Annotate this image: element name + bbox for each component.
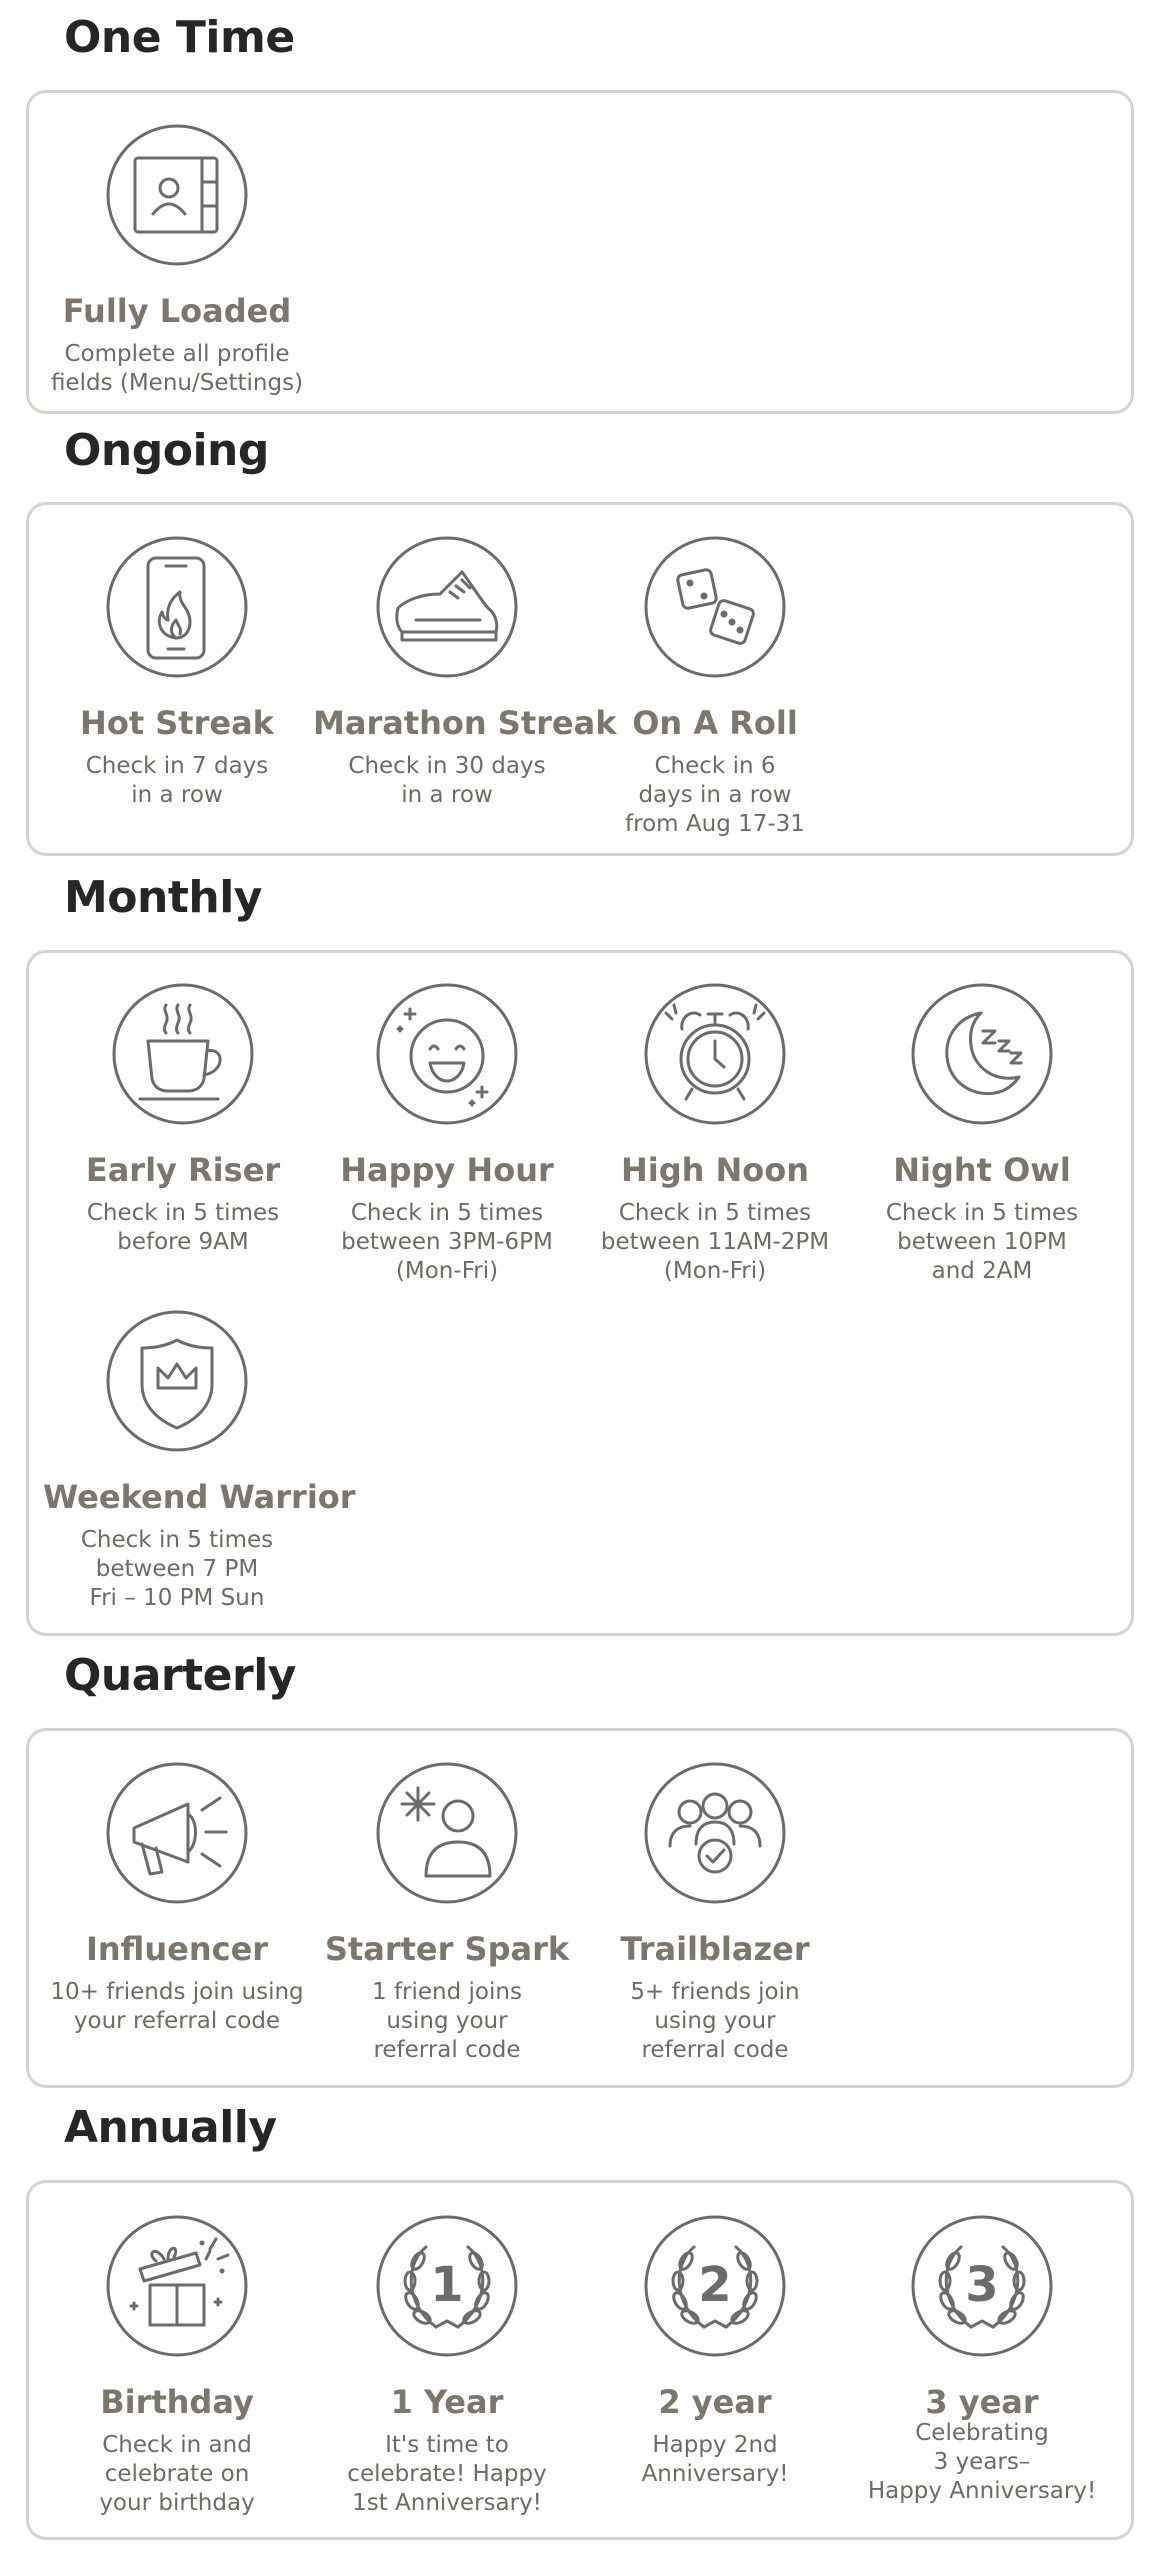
badge-description: 10+ friends join using your referral code [50,1979,304,2034]
section-title-annually: Annually [64,2102,277,2153]
laurel-1-icon [376,2215,518,2357]
badge-high-noon[interactable] [581,983,849,1286]
badge-name: Happy Hour [340,1151,554,1189]
section-title-ongoing: Ongoing [64,425,269,476]
badge-description: Check in 5 times between 3PM-6PM (Mon-Fri) [341,1200,553,1284]
badge-name: 1 Year [390,2383,504,2421]
badge-description: Check in 5 times between 7 PM Fri – 10 PM Sun [80,1527,274,1611]
badge-name: Fully Loaded [62,292,292,330]
badge-name: 2 year [658,2383,772,2421]
badge-happy-hour[interactable] [313,983,581,1286]
badge-name: 3 year [925,2383,1039,2421]
badge-description: Check in 30 days in a row [348,753,546,808]
section-title-one-time: One Time [64,12,295,63]
badge-name: On A Roll [632,704,798,742]
badge-early-riser[interactable] [49,983,317,1257]
badge-name: High Noon [620,1151,810,1189]
moon-icon [911,983,1053,1125]
alarm-clock-icon [644,983,786,1125]
badge-description: Check in 7 days in a row [85,753,269,808]
badge-night-owl[interactable] [848,983,1116,1286]
badge-description: Check in 5 times between 11AM-2PM (Mon-Fri) [600,1200,830,1284]
badge-description: Celebrating 3 years– Happy Anniversary! [867,2420,1097,2504]
group-check-icon [644,1762,786,1904]
badge-name: Trailblazer [620,1930,810,1968]
laurel-2-icon [644,2215,786,2357]
gift-icon [106,2215,248,2357]
anniversary-number: 2 [698,2257,732,2313]
laurel-3-icon [911,2215,1053,2357]
megaphone-icon [106,1762,248,1904]
badge-influencer[interactable] [43,1762,311,2036]
crown-shield-icon [106,1310,248,1452]
badge-on-a-roll[interactable] [581,536,849,839]
phone-flame-icon [106,536,248,678]
badge-name: Early Riser [85,1151,281,1189]
badge-hot-streak[interactable] [43,536,311,810]
badge-description: Check in 5 times before 9AM [86,1200,280,1255]
badge-name: Weekend Warrior [43,1478,356,1516]
badge-description: Check in and celebrate on your birthday [99,2432,255,2516]
coffee-cup-icon [112,983,254,1125]
badge-fully-loaded[interactable] [43,124,311,398]
profile-book-icon [106,124,248,266]
badge-name: Starter Spark [324,1930,570,1968]
badge-birthday[interactable] [43,2215,311,2518]
section-title-monthly: Monthly [64,872,262,923]
badge-1-year[interactable] [313,2215,581,2518]
badge-name: Night Owl [893,1151,1071,1189]
badge-3-year[interactable] [848,2215,1116,2506]
person-spark-icon [376,1762,518,1904]
anniversary-number: 1 [430,2257,464,2313]
badge-description: 1 friend joins using your referral code [372,1979,522,2063]
badge-description: Complete all profile fields (Menu/Settings) [50,341,304,396]
badge-name: Influencer [85,1930,269,1968]
badge-description: It's time to celebrate! Happy 1st Anniversary! [347,2432,547,2516]
badge-2-year[interactable] [581,2215,849,2489]
badge-name: Marathon Streak [313,704,617,742]
sneaker-icon [376,536,518,678]
dice-icon [644,536,786,678]
smiley-icon [376,983,518,1125]
badge-trailblazer[interactable] [581,1762,849,2065]
badge-description: Check in 5 times between 10PM and 2AM [885,1200,1079,1284]
badge-name: Hot Streak [80,704,274,742]
anniversary-number: 3 [965,2257,999,2313]
badge-description: 5+ friends join using your referral code [630,1979,800,2063]
badge-weekend-warrior[interactable] [43,1310,356,1613]
badge-description: Happy 2nd Anniversary! [641,2432,789,2487]
badge-name: Birthday [100,2383,254,2421]
section-title-quarterly: Quarterly [64,1650,296,1701]
badge-starter-spark[interactable] [313,1762,581,2065]
badge-description: Check in 6 days in a row from Aug 17-31 [625,753,805,837]
badge-marathon-streak[interactable] [313,536,617,810]
